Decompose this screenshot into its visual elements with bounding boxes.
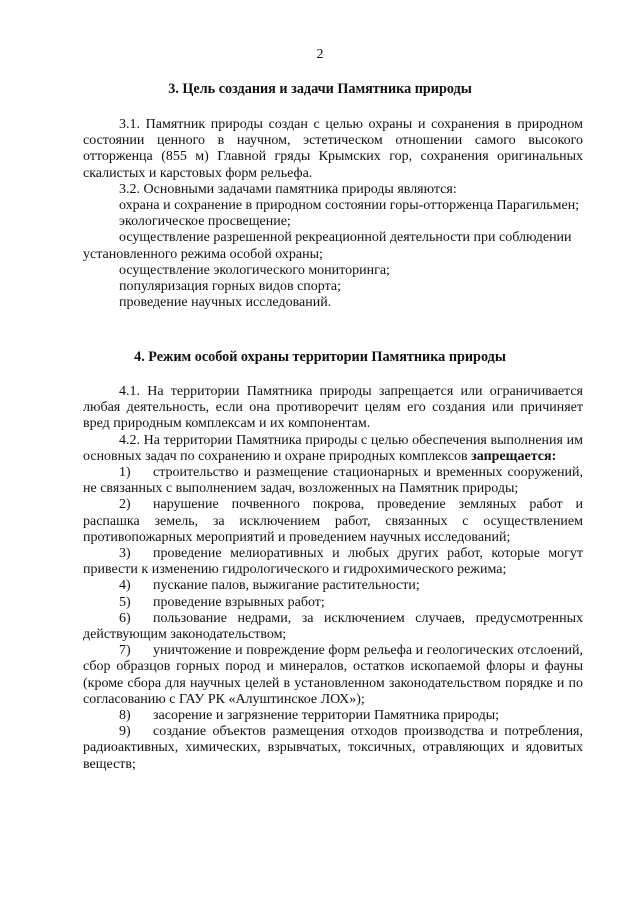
item-number: 2) bbox=[119, 497, 131, 513]
paragraph-4-2 bbox=[83, 433, 583, 465]
item-text: засорение и загрязнение территории Памятника природы; bbox=[153, 708, 499, 724]
section-3-body bbox=[83, 117, 583, 311]
prohibited-keyword: запрещается bbox=[471, 448, 552, 464]
item-number: 1) bbox=[119, 465, 131, 481]
page-number: 2 bbox=[316, 47, 324, 62]
section-4-title: 4. Режим особой охраны территории Памятника природы bbox=[134, 349, 506, 365]
paragraph-3-1: 3.1. Памятник природы создан с целью охраны и сохранения в природном состоянии ценного в научном, эстетическом отношении самого высокого отторженца (855 м) Главной гряды Крымских гор, сохранения оригинальных скалистых и карстовых форм рельефа. bbox=[83, 117, 583, 181]
task-item: проведение научных исследований. bbox=[119, 295, 332, 311]
prohibited-keyword-colon: : bbox=[551, 448, 557, 464]
paragraph-4-2-text: 4.2. На территории Памятника природы с целью обеспечения выполнения им основных задач по сохранению и охране природных комплексов bbox=[83, 432, 583, 464]
prohibition-item bbox=[83, 497, 583, 546]
item-number: 8) bbox=[119, 708, 131, 724]
item-text: строительство и размещение стационарных и временных сооружений, не связанных с выполнением задач, возложенных на Памятник природы; bbox=[83, 465, 583, 497]
item-text: уничтожение и повреждение форм рельефа и геологических отслоений, сбор образцов горных пород и минералов, остатков ископаемой флоры и фауны (кроме сбора для научных целей в установленном законодательством порядке и по согласованию с ГАУ РК «Алуштинское ЛОХ»); bbox=[83, 643, 583, 707]
item-text: создание объектов размещения отходов производства и потребления, радиоактивных, химических, взрывчатых, токсичных, отравляющих и ядовитых веществ; bbox=[83, 724, 583, 772]
prohibition-item bbox=[83, 708, 583, 724]
paragraph-4-1: 4.1. На территории Памятника природы запрещается или ограничивается любая деятельность, если она противоречит целям его создания или причиняет вред природным комплексам и их компонентам. bbox=[83, 384, 583, 432]
item-text: пользование недрами, за исключением случаев, предусмотренных действующим законодательством; bbox=[83, 610, 583, 643]
prohibition-item bbox=[83, 611, 583, 643]
section-4-body bbox=[83, 384, 583, 773]
paragraph-3-2: 3.2. Основными задачами памятника природы являются: bbox=[119, 181, 457, 197]
prohibition-item bbox=[83, 578, 583, 594]
task-item: осуществление экологического мониторинга; bbox=[119, 262, 390, 278]
task-item: осуществление разрешенной рекреационной деятельности при соблюдении установленного режима особой охраны; bbox=[83, 230, 572, 262]
prohibition-item bbox=[83, 546, 583, 578]
item-number: 4) bbox=[119, 578, 131, 594]
item-text: проведение мелиоративных и любых других работ, которые могут привести к изменению гидрологического и гидрохимического режима; bbox=[83, 546, 583, 578]
prohibition-item bbox=[83, 724, 583, 773]
prohibition-item bbox=[83, 595, 583, 611]
prohibition-item bbox=[83, 465, 583, 497]
item-number: 3) bbox=[119, 546, 131, 562]
item-number: 6) bbox=[119, 610, 131, 626]
item-text: проведение взрывных работ; bbox=[153, 594, 325, 610]
prohibition-item bbox=[83, 643, 583, 708]
section-3-title: 3. Цель создания и задачи Памятника природы bbox=[168, 81, 472, 97]
item-number: 9) bbox=[119, 724, 131, 740]
item-text: нарушение почвенного покрова, проведение земляных работ и распашка земель, за исключением работ, связанных с осуществлением противопожарных мероприятий и проведением научных исследований; bbox=[83, 497, 583, 545]
task-item: охрана и сохранение в природном состоянии горы-отторженца Парагильмен; bbox=[119, 198, 580, 214]
item-number: 5) bbox=[119, 594, 131, 610]
task-item: экологическое просвещение; bbox=[119, 214, 291, 230]
task-item: популяризация горных видов спорта; bbox=[119, 279, 341, 295]
item-text: пускание палов, выжигание растительности; bbox=[153, 578, 420, 594]
item-number: 7) bbox=[119, 643, 131, 659]
